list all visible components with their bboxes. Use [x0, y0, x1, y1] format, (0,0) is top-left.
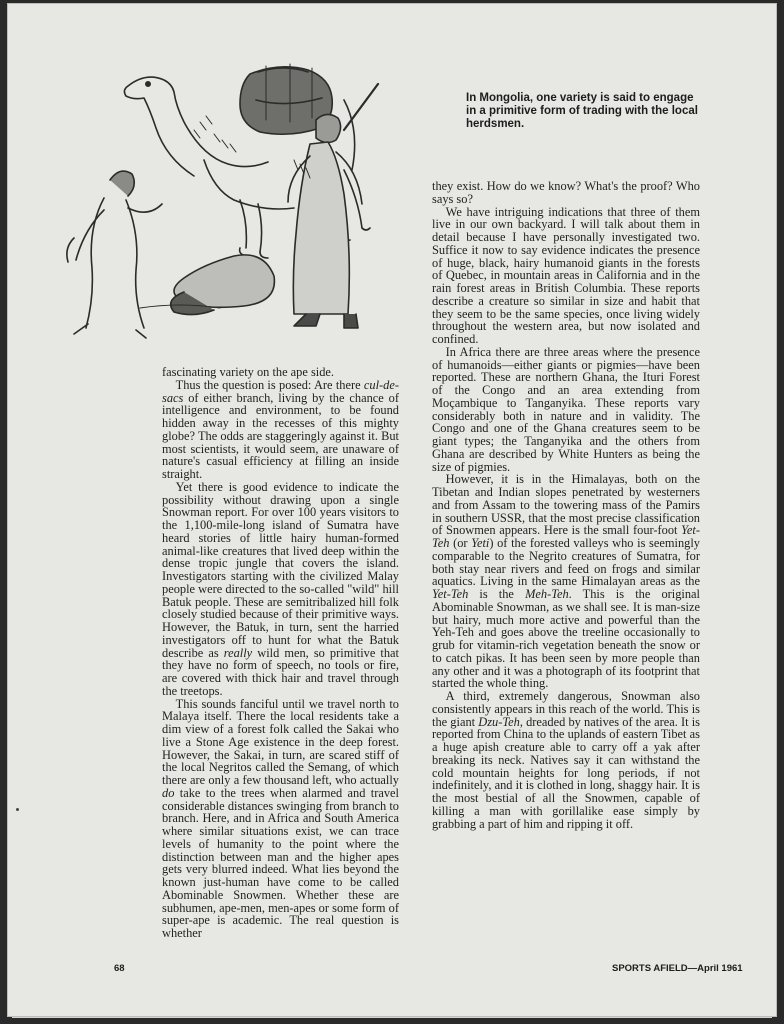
paragraph: This sounds fanciful until we travel north to Malaya itself. There the local residents take a dim view of a forest folk called the Sakai who live a Stone Age existence in the deep forest. However, the Sakai, in turn, are scared stiff of the local Negritos called the Semang, of which there are only a few thousand left, who actually do take to the trees when alarmed and travel considerable distances swinging from branch to branch. Here, and in Africa and South America where similar situations exist, we can trace levels of humanity to the point where the distinction between man and the higher apes gets very blurred indeed. What lies beyond the known just-human have come to be called Abominable Snowmen. Whether these are subhumen, ape-men, men-apes or some form of super-ape is academic. The real question is whether — [162, 696, 399, 940]
paragraph: Thus the question is posed: Are there cul-de-sacs of either branch, living by the chance of intelligence and environment, to be found hidden away in the recesses of this mighty globe? The odds are staggeringly against it. But most scientists, it would seem, are unaware of nature's casual efficiency at filling an inside straight. — [162, 377, 399, 481]
page-number: 68 — [114, 963, 125, 974]
left-text-column — [162, 366, 399, 940]
camel-herdsman-and-snowman-illustration — [44, 60, 404, 350]
paragraph: A third, extremely dangerous, Snowman also consistently appears in this reach of the world. This is the giant Dzu-Teh, dreaded by natives of the area. It is reported from China to the uplands of eastern Tibet as a huge apish creature able to carry off a yak after breaking its neck. Natives say it can withstand the cold mountain heights for long periods, if not indefinitely, and it is clothed in long, shaggy hair. It is the most bestial of all the Snowmen, capable of killing a man with gorillalike ease simply by grabbing a part of him and ripping it off. — [432, 689, 701, 831]
paragraph: Yet there is good evidence to indicate the possibility without drawing upon a single Snowman report. For over 100 years visitors to the 1,100-mile-long island of Sumatra have heard stories of little hairy human-formed animal-like creatures that lived deep within the dense tropic jungle that covers the island. Investigators starting with the civilized Malay people were directed to the so-called "wild" hill Batuk people. These are semitribalized hill folk closely studied because of their primitive ways. However, the Batuk, in turn, sent the harried investigators off to hunt for what the Batuk describe as really wild men, so primitive that they have no form of speech, no tools or fire, are covered with thick hair and travel through the treetops. — [162, 479, 399, 698]
publication-footer: SPORTS AFIELD—April 1961 — [612, 963, 743, 974]
paragraph: However, it is in the Himalayas, both on the Tibetan and Indian slopes penetrated by westerners and from Assam to the towering mass of the Pamirs in southern USSR, that the most precise classification of Snowmen appears. Here is the small four-foot Yet-Teh (or Yeti) of the forested valleys who is seemingly comparable to the Negrito creatures of Sumatra, for both stay near rivers and feed on frogs and similar aquatics. Living in the same Himalayan areas as the Yet-Teh is the Meh-Teh. This is the original Abominable Snowman, as we shall see. It is man-size but hairy, much more active and powerful than the Yeh-Teh and goes above the treeline occasionally to grub for vitamin-rich vegetation beneath the snow or to catch pikas. It has been seen by more people than any other and it was a photograph of its footprint that started the whole thing. — [432, 472, 700, 691]
paragraph: fascinating variety on the ape side. — [162, 365, 335, 379]
paper-speck — [16, 808, 19, 811]
paragraph: they exist. How do we know? What's the proof? Who says so? — [432, 179, 700, 206]
paragraph: In Africa there are three areas where the presence of humanoids—either giants or pigmies—have been reported. These are northern Ghana, the Ituri Forest of the Congo and an area extending from Moçambique to Tanganyika. These reports vary considerably both in nature and in validity. The Congo and one of the Ghana creatures seem to be giant types; the Tanganyika and the others from Ghana are described by White Hunters as being the size of pigmies. — [432, 344, 700, 474]
right-text-column — [432, 180, 700, 830]
paragraph: We have intriguing indications that three of them live in our own backyard. I will talk about them in detail because I have personally investigated two. Suffice it now to say evidence indicates the presence of huge, black, hairy humanoid giants in the forests of Quebec, in mountain areas in California and in the rain forest areas in British Columbia. These reports describe a creature so similar in size and habit that they seem to be the same species, once living widely throughout the western area, but now isolated and confined. — [432, 204, 700, 346]
illustration-caption: In Mongolia, one variety is said to engage in a primitive form of trading with the local herdsmen. — [466, 92, 698, 130]
